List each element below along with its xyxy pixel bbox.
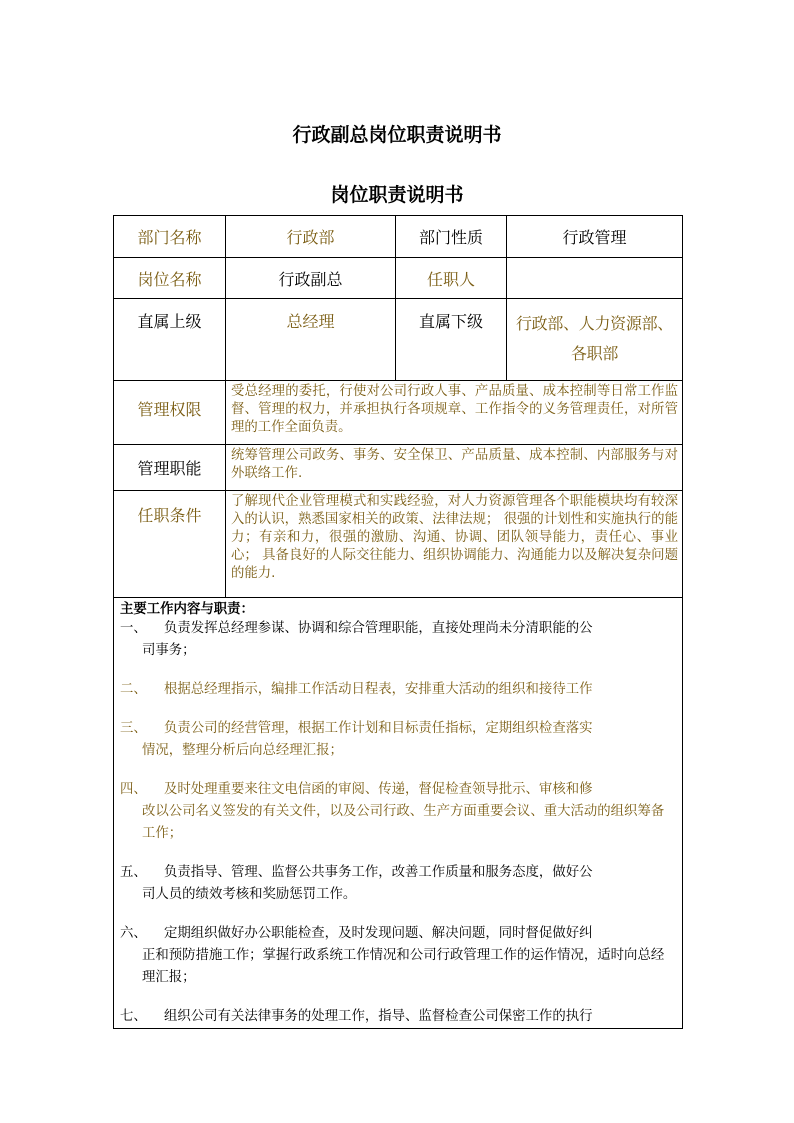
duty-item [120, 862, 676, 906]
duty-text-continued: 改以公司名义签发的有关文件，以及公司行政、生产方面重要会议、重大活动的组织筹备工作； [142, 804, 665, 841]
subordinate-label: 直属下级 [396, 299, 507, 381]
duty-item [120, 923, 676, 989]
duty-text-continued: 司人员的绩效考核和奖励惩罚工作。 [142, 887, 357, 902]
superior-label: 直属上级 [114, 299, 226, 381]
authority-text: 受总经理的委托，行使对公司行政人事、产品质量、成本控制等日常工作监督、管理的权力，并承担执行各项规章、工作指令的义务管理责任，对所管理的工作全面负责。 [226, 381, 683, 445]
duty-item [120, 718, 676, 762]
function-label: 管理职能 [114, 445, 226, 491]
duty-text-continued: 司事务； [142, 643, 196, 658]
post-name-label: 岗位名称 [114, 258, 226, 299]
subordinate-line-1: 行政部、人力资源部、 [515, 314, 673, 333]
duty-text: 组织公司有关法律事务的处理工作，指导、监督检查公司保密工作的执行 [164, 1009, 593, 1024]
duty-text: 及时处理重要来往文电信函的审阅、传递，督促检查领导批示、审核和修 [164, 782, 593, 797]
duty-text: 负责指导、管理、监督公共事务工作，改善工作质量和服务态度，做好公 [164, 865, 593, 880]
holder-value [507, 258, 683, 299]
duty-number: 一、 [120, 621, 147, 636]
duty-number: 七、 [120, 1009, 147, 1024]
dept-type-value: 行政管理 [507, 216, 683, 258]
duty-text: 定期组织做好办公职能检查，及时发现问题、解决问题，同时督促做好纠 [164, 926, 593, 941]
authority-label: 管理权限 [114, 381, 226, 445]
duty-item [120, 779, 676, 845]
job-description-table [113, 215, 683, 1029]
requirements-text: 了解现代企业管理模式和实践经验，对人力资源管理各个职能模块均有较深入的认识，熟悉国家相关的政策、法律法规； 很强的计划性和实施执行的能力；有亲和力，很强的激励、沟通、协调、团队领导能力，责任心、事业心； 具备良好的人际交往能力、组织协调能力、沟通能力以及解决复杂问题的能力. [226, 491, 683, 598]
post-name-value: 行政副总 [226, 258, 396, 299]
dept-name-label: 部门名称 [114, 216, 226, 258]
duty-text: 负责发挥总经理参谋、协调和综合管理职能，直接处理尚未分清职能的公 [164, 621, 593, 636]
duty-item [120, 679, 676, 701]
duties-section [114, 598, 683, 1029]
duty-number: 二、 [120, 682, 147, 697]
subordinate-line-2: 各职部 [570, 344, 619, 363]
document-title: 行政副总岗位职责说明书 [292, 124, 502, 146]
duty-text-continued: 正和预防措施工作；掌握行政系统工作情况和公司行政管理工作的运作情况，适时向总经理汇报； [142, 948, 665, 985]
duty-text: 负责公司的经营管理，根据工作计划和目标责任指标，定期组织检查落实 [164, 721, 593, 736]
duties-heading: 主要工作内容与职责： [120, 602, 254, 617]
duty-number: 四、 [120, 782, 147, 797]
duty-number: 六、 [120, 926, 147, 941]
duty-text-continued: 情况，整理分析后向总经理汇报； [142, 743, 343, 758]
document-subtitle: 岗位职责说明书 [330, 184, 464, 206]
duty-item [120, 1006, 676, 1028]
dept-name-value: 行政部 [226, 216, 396, 258]
superior-value: 总经理 [226, 299, 396, 381]
subordinate-value [507, 299, 683, 381]
holder-label: 任职人 [396, 258, 507, 299]
dept-type-label: 部门性质 [396, 216, 507, 258]
requirements-label: 任职条件 [114, 491, 226, 598]
duty-number: 五、 [120, 865, 147, 880]
duty-number: 三、 [120, 721, 147, 736]
function-text: 统筹管理公司政务、事务、安全保卫、产品质量、成本控制、内部服务与对外联络工作. [226, 445, 683, 491]
duty-item [120, 618, 676, 662]
duty-text: 根据总经理指示，编排工作活动日程表，安排重大活动的组织和接待工作 [164, 682, 593, 697]
